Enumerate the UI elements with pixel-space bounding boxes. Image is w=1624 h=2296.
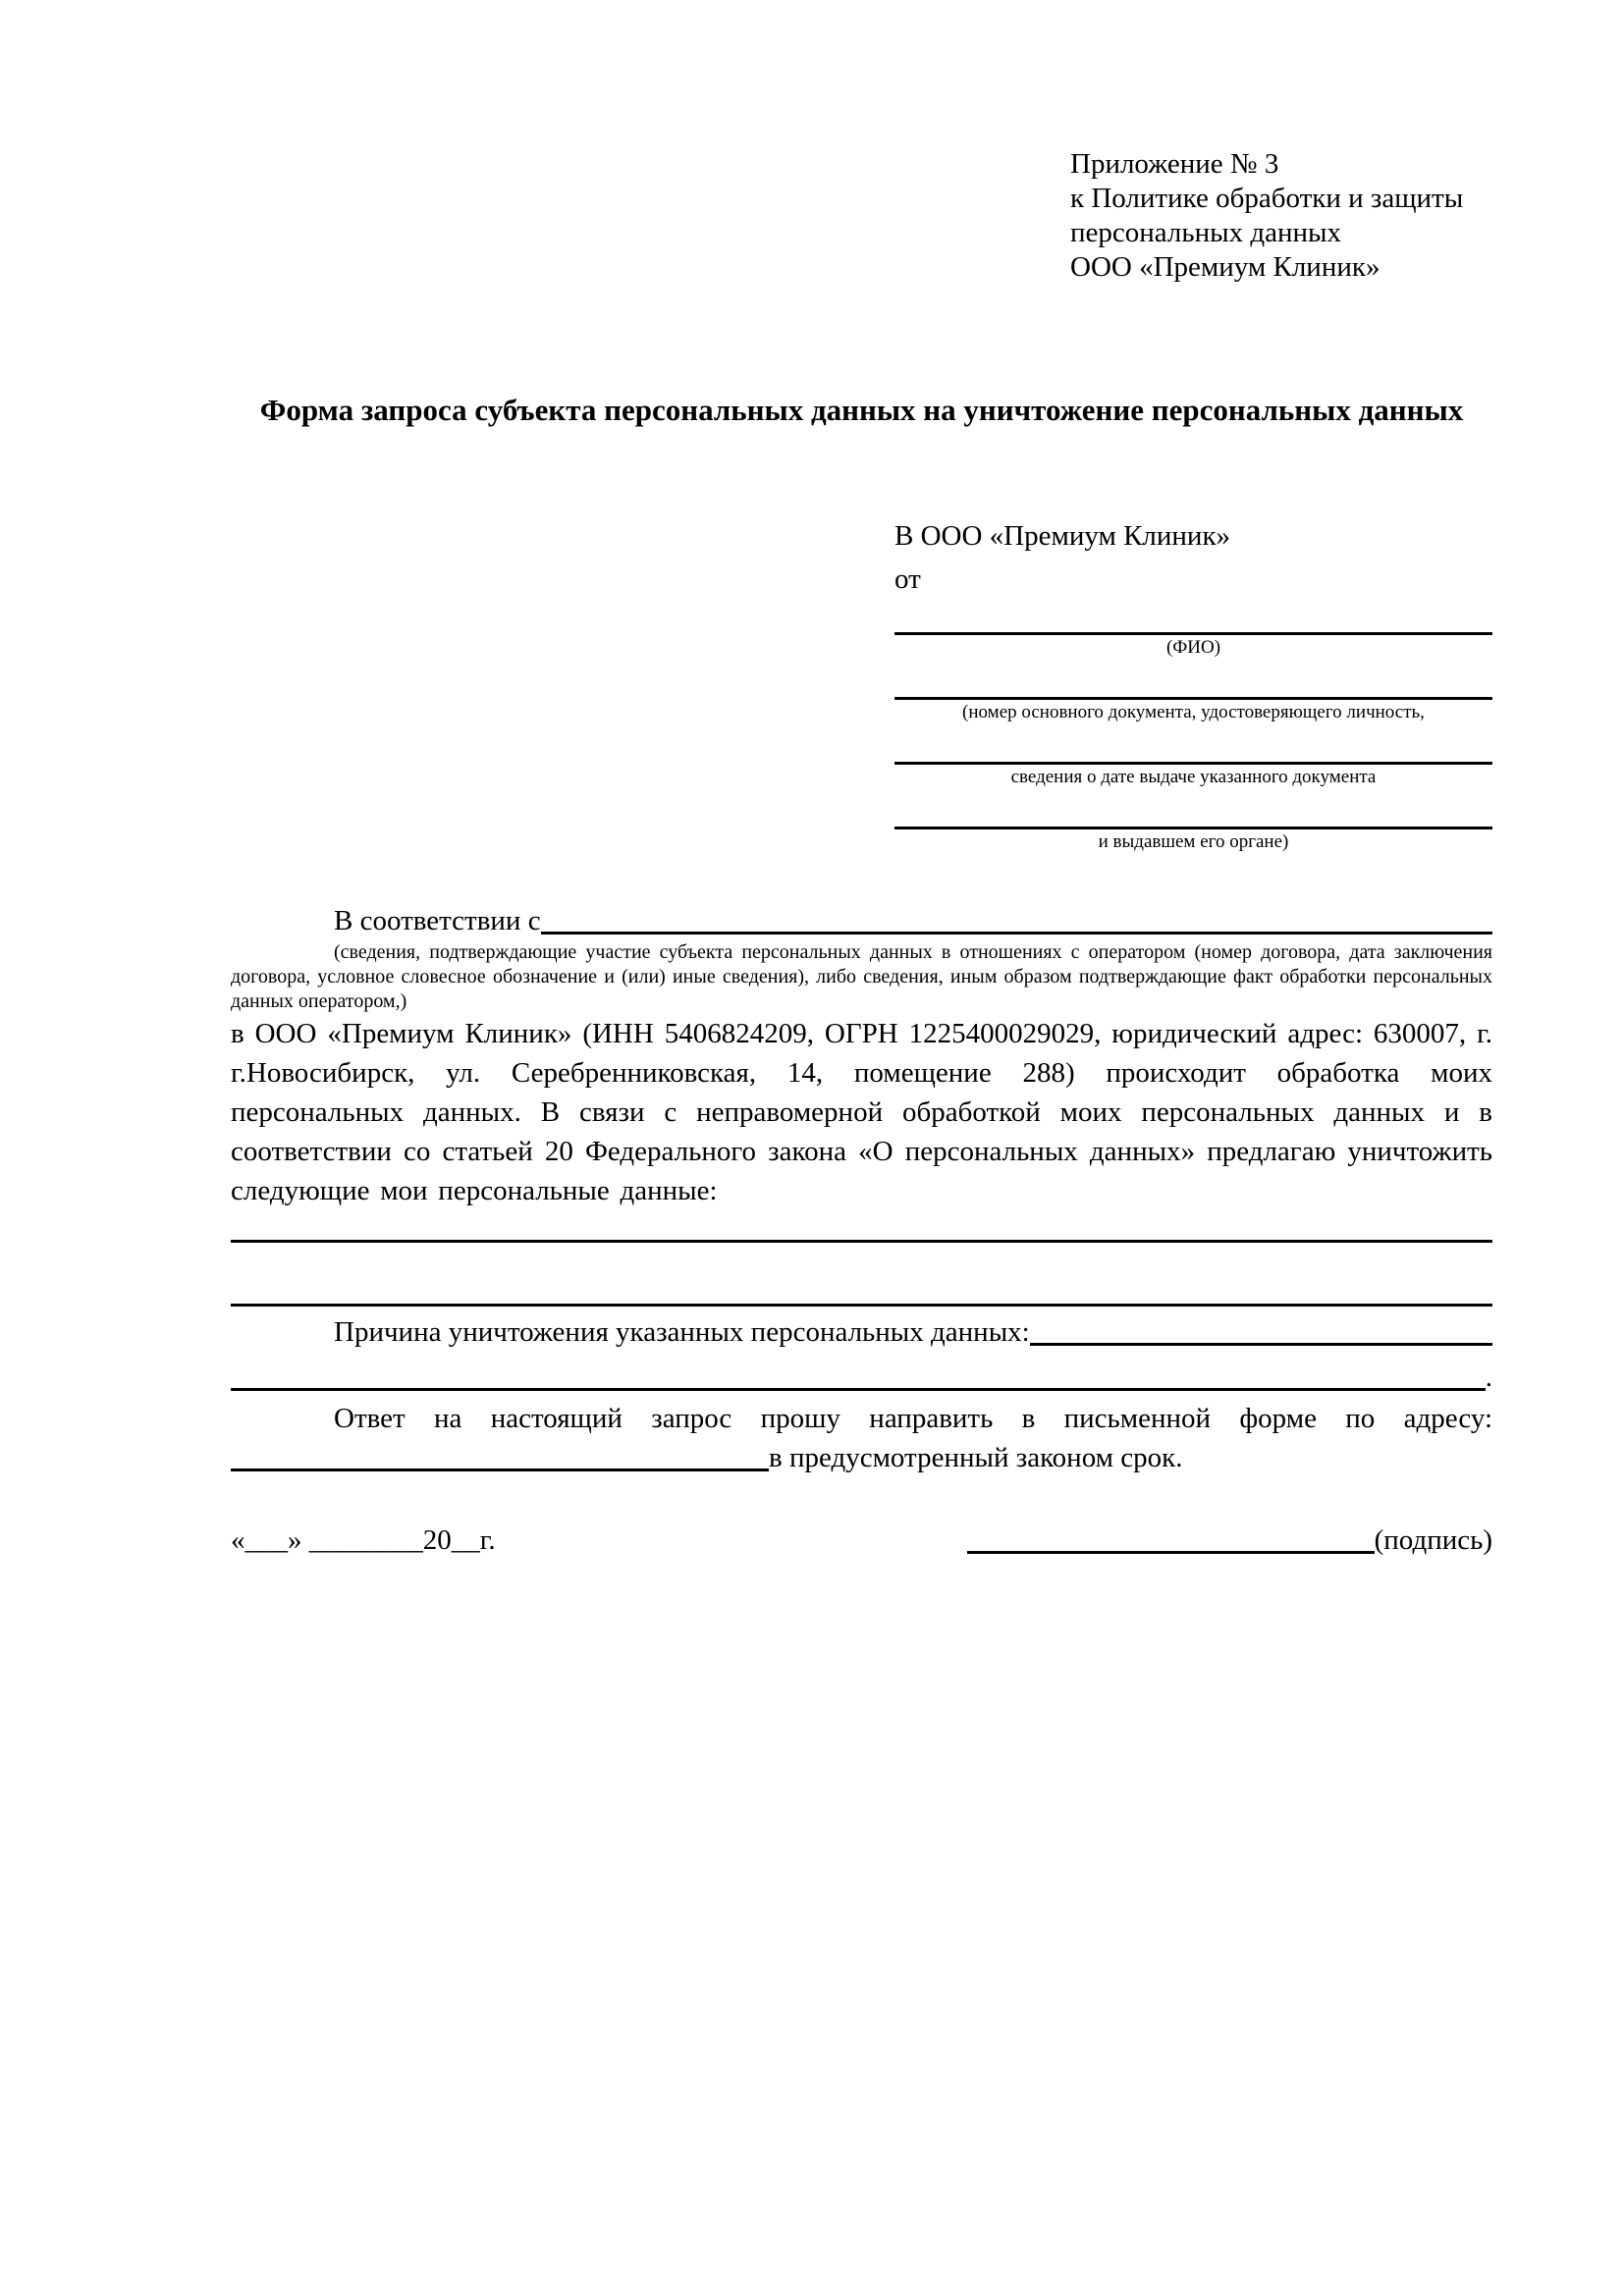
address-row [231, 1438, 1492, 1477]
reason-blank-line [1030, 1312, 1492, 1346]
appendix-organization: ООО «Премиум Клиник» [1070, 251, 1380, 283]
date-signature-row [231, 1521, 1492, 1560]
fio-caption: (ФИО) [1165, 637, 1221, 658]
doc-number-caption: (номер основного документа, удостоверяющего личность, [962, 702, 1425, 722]
accordance-row [231, 901, 1492, 940]
answer-paragraph: Ответ на настоящий запрос прошу направить в письменной форме по адресу: [334, 1403, 1492, 1434]
personal-data-blank-line-1 [231, 1210, 1492, 1243]
address-blank-line [231, 1438, 769, 1471]
doc-issuer-blank-line [894, 789, 1492, 829]
doc-number-blank-line [894, 660, 1492, 700]
doc-date-blank-line [894, 724, 1492, 765]
accordance-note: (сведения, подтверждающие участие субъекта персональных данных в отношениях с оператором (номер договора, дата заключения договора, условное словесное обозначение и (или) иные сведения), либо сведения, иным образом подтверждающие факт обработки персональных данных оператором,) [231, 941, 1492, 1012]
reason-continuation-row [231, 1352, 1492, 1397]
fio-blank-line [894, 603, 1492, 635]
addressee-organization: В ООО «Премиум Клиник» [894, 520, 1231, 552]
appendix-policy-line-2: персональных данных [1070, 217, 1342, 248]
addressee-block [894, 516, 1492, 854]
doc-date-caption: сведения о дате выдаче указанного документа [1010, 767, 1377, 787]
accordance-lead: В соответствии с [334, 905, 541, 936]
appendix-policy-line: к Политике обработки и защиты [1070, 183, 1464, 214]
document-title: Форма запроса субъекта персональных данных на уничтожение персональных данных [259, 393, 1464, 427]
main-paragraph: в ООО «Премиум Клиник» (ИНН 5406824209, ОГРН 1225400029029, юридический адрес: 630007, г. г.Новосибирск, ул. Серебренниковская, 14, помещение 288) происходит обработка моих персональных данных. В связи с неправомерной обработкой моих персональных данных и в соответствии со статьей 20 Федерального закона «О персональных данных» предлагаю уничтожить следующие мои персональные данные: [231, 1018, 1492, 1206]
date-line: «___» ________20__г. [231, 1524, 496, 1556]
reason-blank-line-2 [231, 1352, 1486, 1391]
addressee-from-label: от [894, 563, 921, 595]
signature-group [967, 1521, 1492, 1560]
personal-data-blank-line-2 [231, 1243, 1492, 1307]
appendix-number: Приложение № 3 [1070, 148, 1279, 180]
reason-lead: Причина уничтожения указанных персональных данных: [334, 1316, 1030, 1348]
signature-blank-line [967, 1521, 1375, 1554]
answer-tail: в предусмотренный законом срок. [769, 1442, 1183, 1473]
reason-period: . [1485, 1362, 1492, 1393]
reason-row [231, 1312, 1492, 1352]
doc-issuer-caption: и выдавшем его органе) [1098, 831, 1289, 852]
appendix-header [1070, 147, 1492, 285]
signature-caption: (подпись) [1374, 1524, 1492, 1556]
accordance-blank-line [541, 901, 1492, 934]
